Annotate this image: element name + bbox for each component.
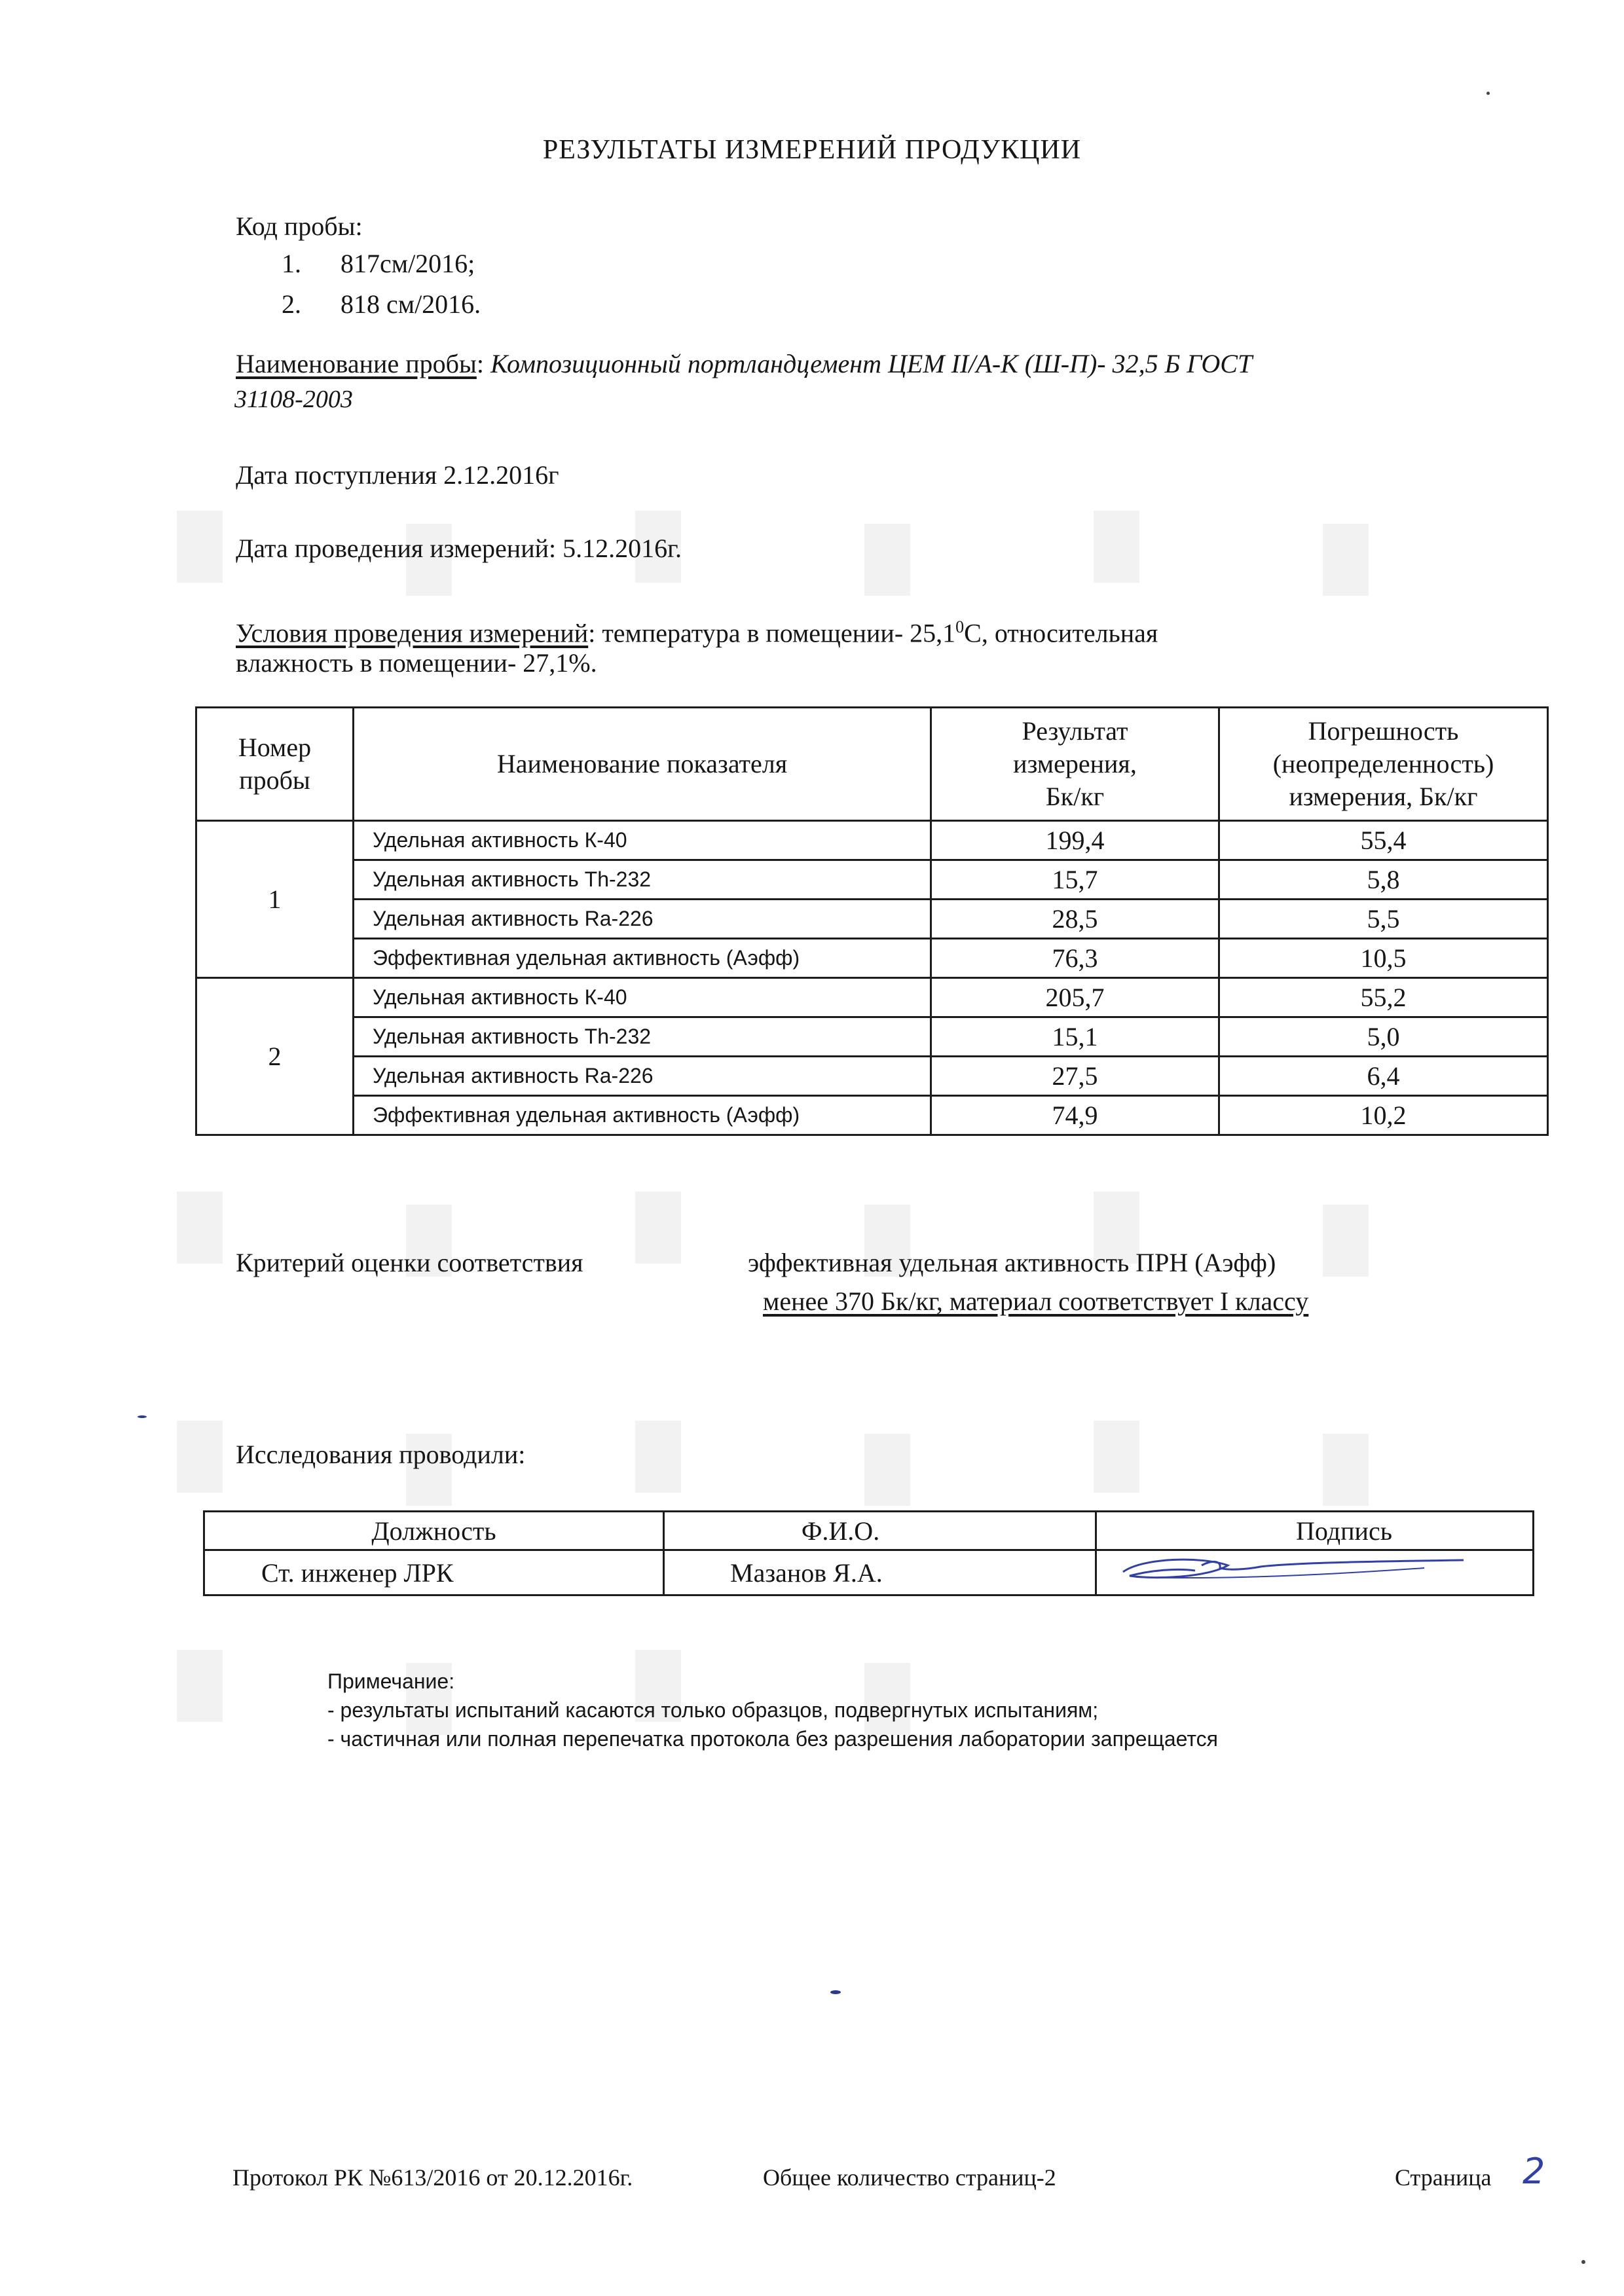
staff-name: Мазанов Я.А. [664, 1550, 1096, 1595]
signature-cell [1096, 1550, 1534, 1595]
error-cell: 55,4 [1219, 821, 1548, 860]
error-cell: 5,5 [1219, 900, 1548, 939]
result-cell: 199,4 [931, 821, 1219, 860]
staff-title: Исследования проводили: [236, 1440, 526, 1469]
sample-code-label: Код пробы: [236, 211, 363, 241]
error-cell: 5,8 [1219, 860, 1548, 900]
table-row [196, 1017, 1548, 1057]
sample-name-value: Композиционный портландцемент ЦЕМ II/A-К (Ш-П)- 32,5 Б ГОСТ [490, 349, 1253, 378]
result-cell: 15,7 [931, 860, 1219, 900]
scan-speck [1486, 92, 1490, 95]
footer-pages-total: Общее количество страниц-2 [763, 2164, 1056, 2191]
table-row [196, 939, 1548, 978]
document-title: РЕЗУЛЬТАТЫ ИЗМЕРЕНИЙ ПРОДУКЦИИ [542, 135, 1082, 165]
conditions-continuation: влажность в помещении- 27,1%. [236, 648, 597, 678]
table-row [196, 978, 1548, 1017]
criterion-value-line2: менее 370 Бк/кг, материал соответствует I классу [763, 1286, 1309, 1316]
sample-name-label: Наименование пробы [236, 349, 477, 378]
criterion-value-line1: эффективная удельная активность ПРН (Аэфф) [748, 1248, 1276, 1277]
indicator-cell: Удельная активность К-40 [354, 821, 931, 860]
indicator-cell: Удельная активность К-40 [354, 978, 931, 1017]
indicator-cell: Эффективная удельная активность (Аэфф) [354, 939, 931, 978]
header-sample-number: Номер пробы [196, 708, 354, 821]
indicator-cell: Удельная активность Ra-226 [354, 900, 931, 939]
table-row [196, 860, 1548, 900]
sample-name-continuation: 31108-2003 [234, 386, 353, 413]
result-cell: 76,3 [931, 939, 1219, 978]
sample-code-number: 2. [282, 289, 301, 319]
staff-header-row [204, 1512, 1534, 1550]
footer-page-label: Страница [1395, 2164, 1492, 2191]
result-cell: 205,7 [931, 978, 1219, 1017]
sample-number-cell: 1 [196, 821, 354, 978]
handwritten-signature [1097, 1551, 1529, 1588]
sample-code-number: 1. [282, 249, 301, 278]
staff-row [204, 1550, 1534, 1595]
indicator-cell: Удельная активность Th-232 [354, 1017, 931, 1057]
result-cell: 74,9 [931, 1096, 1219, 1135]
indicator-cell: Удельная активность Th-232 [354, 860, 931, 900]
error-cell: 6,4 [1219, 1057, 1548, 1096]
header-name: Ф.И.О. [664, 1512, 1096, 1550]
note-item: - частичная или полная перепечатка протокола без разрешения лаборатории запрещается [327, 1727, 1218, 1751]
sample-code-value: 818 см/2016. [341, 289, 481, 319]
results-table [195, 706, 1549, 1136]
footer-protocol: Протокол РК №613/2016 от 20.12.2016г. [232, 2164, 633, 2191]
header-position: Должность [204, 1512, 664, 1550]
table-row [196, 1057, 1548, 1096]
measurement-date: Дата проведения измерений: 5.12.2016г. [236, 534, 682, 563]
receipt-date: Дата поступления 2.12.2016г [236, 460, 559, 490]
error-cell: 10,5 [1219, 939, 1548, 978]
conditions-value-end: С, относительная [964, 618, 1158, 648]
notes-title: Примечание: [327, 1669, 455, 1693]
error-cell: 10,2 [1219, 1096, 1548, 1135]
result-cell: 28,5 [931, 900, 1219, 939]
table-row [196, 1096, 1548, 1135]
error-cell: 5,0 [1219, 1017, 1548, 1057]
note-item: - результаты испытаний касаются только образцов, подвергнутых испытаниям; [327, 1698, 1099, 1722]
sample-number-cell: 2 [196, 978, 354, 1135]
header-result: Результат измерения, Бк/кг [931, 708, 1219, 821]
sample-code-list [236, 244, 481, 325]
indicator-cell: Удельная активность Ra-226 [354, 1057, 931, 1096]
header-signature: Подпись [1096, 1512, 1534, 1550]
sample-code-item [236, 284, 481, 325]
scan-speck [138, 1415, 147, 1418]
staff-position: Ст. инженер ЛРК [204, 1550, 664, 1595]
conditions-value: : температура в помещении- 25,1 [588, 618, 956, 648]
header-error: Погрешность (неопределенность) измерения, Бк/кг [1219, 708, 1548, 821]
result-cell: 27,5 [931, 1057, 1219, 1096]
sample-code-item [236, 244, 481, 284]
result-cell: 15,1 [931, 1017, 1219, 1057]
notes-block [327, 1667, 1218, 1753]
error-cell: 55,2 [1219, 978, 1548, 1017]
table-row [196, 821, 1548, 860]
results-header-row [196, 708, 1548, 821]
sample-code-value: 817см/2016; [341, 249, 475, 278]
staff-table [203, 1510, 1534, 1596]
conditions-degree: 0 [955, 617, 965, 636]
scan-speck [830, 1990, 841, 1994]
criterion-label: Критерий оценки соответствия [236, 1248, 583, 1277]
sample-name-line: Наименование пробы: Композиционный портландцемент ЦЕМ II/A-К (Ш-П)- 32,5 Б ГОСТ [236, 349, 1253, 378]
conditions-label: Условия проведения измерений [236, 618, 589, 648]
header-indicator: Наименование показателя [354, 708, 931, 821]
scan-speck [1581, 2260, 1585, 2264]
indicator-cell: Эффективная удельная активность (Аэфф) [354, 1096, 931, 1135]
table-row [196, 900, 1548, 939]
footer-page-number: 2 [1522, 2151, 1545, 2192]
